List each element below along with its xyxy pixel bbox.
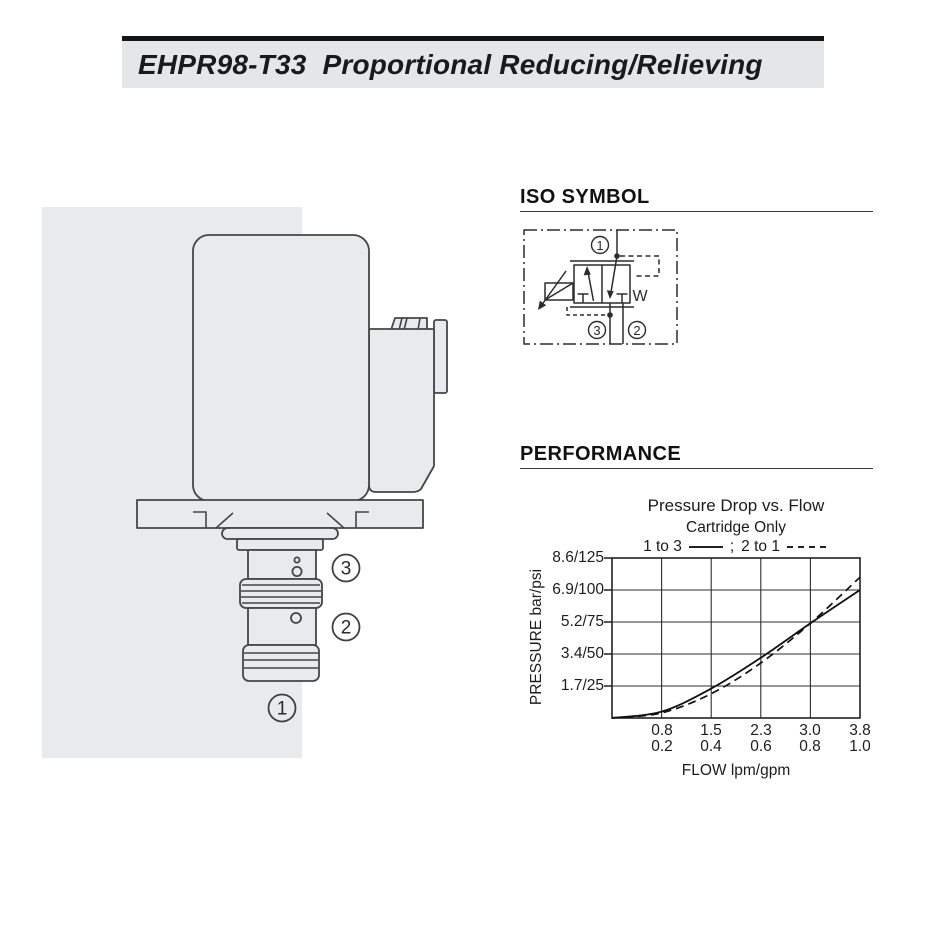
- connector-block: [369, 318, 447, 492]
- legend-series1-label: 1 to 3: [643, 538, 682, 555]
- plot-frame: [612, 558, 860, 718]
- valve-drawing: [42, 207, 447, 758]
- xtick-lpm-1: 0.8: [651, 722, 673, 739]
- performance-heading-rule: [520, 468, 873, 469]
- legend-separator: ;: [729, 538, 735, 555]
- legend-series2-label: 2 to 1: [741, 538, 780, 555]
- symbol-port2-label: 2: [633, 322, 641, 338]
- port1-callout-label: 1: [276, 698, 288, 720]
- curve-2-to-1: [612, 577, 860, 718]
- xtick-gpm-3: 0.6: [750, 738, 772, 755]
- x-axis-label: FLOW lpm/gpm: [681, 762, 791, 779]
- port2-callout-label: 2: [340, 617, 352, 639]
- iso-heading-rule: [520, 211, 873, 212]
- chart-grid: [604, 558, 860, 718]
- xtick-gpm-2: 0.4: [700, 738, 722, 755]
- xtick-lpm-4: 3.0: [799, 722, 821, 739]
- ytick-50: 3.4/50: [560, 645, 604, 662]
- solenoid-symbol: [538, 271, 573, 310]
- port3-hole: [292, 567, 301, 576]
- xtick-gpm-1: 0.2: [651, 738, 673, 755]
- pilot-line: [620, 256, 659, 276]
- legend-dashed-line: [787, 546, 829, 548]
- bleed-hole-small: [294, 557, 299, 562]
- y-axis-label: PRESSURE bar/psi: [528, 568, 545, 706]
- port3-callout-label: 3: [340, 558, 352, 580]
- performance-heading: PERFORMANCE: [520, 443, 682, 465]
- symbol-port1-label: 1: [596, 237, 604, 253]
- drain-line: [567, 307, 610, 315]
- legend-solid-line: [689, 546, 723, 548]
- spring-symbol: W: [632, 288, 648, 305]
- ytick-75: 5.2/75: [560, 613, 604, 630]
- port2-hole: [291, 613, 301, 623]
- iso-symbol-diagram: [524, 230, 677, 344]
- chart-legend: [561, 538, 911, 556]
- xtick-lpm-3: 2.3: [750, 722, 772, 739]
- solenoid-coil: [193, 235, 369, 501]
- valve-body-symbol: [570, 256, 634, 307]
- page-title: EHPR98-T33 Proportional Reducing/Relieving: [138, 49, 763, 80]
- mounting-flange: [137, 500, 423, 528]
- iso-symbol-heading: ISO SYMBOL: [520, 186, 650, 208]
- xtick-gpm-5: 1.0: [849, 738, 871, 755]
- chart-subtitle: Cartridge Only: [686, 519, 786, 536]
- ytick-100: 6.9/100: [552, 581, 604, 598]
- ytick-125: 8.6/125: [552, 549, 604, 566]
- performance-plot: [604, 558, 860, 718]
- xtick-lpm-2: 1.5: [700, 722, 722, 739]
- chart-title: Pressure Drop vs. Flow: [647, 496, 825, 515]
- symbol-port3-label: 3: [593, 322, 601, 338]
- xtick-lpm-5: 3.8: [849, 722, 871, 739]
- ytick-25: 1.7/25: [560, 677, 604, 694]
- xtick-gpm-4: 0.8: [799, 738, 821, 755]
